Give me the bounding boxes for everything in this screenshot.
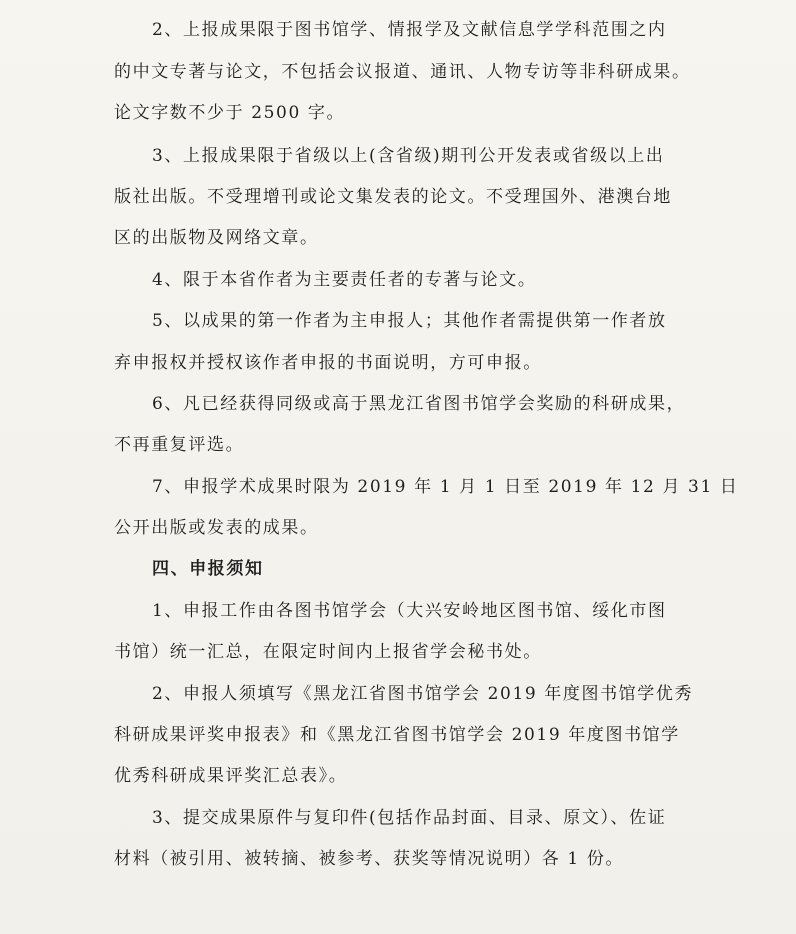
text-line: 3、提交成果原件与复印件(包括作品封面、目录、原文）、佐证	[152, 808, 667, 828]
section-heading: 四、申报须知	[152, 559, 264, 579]
text-line: 5、以成果的第一作者为主申报人；其他作者需提供第一作者放	[152, 311, 667, 331]
text-line: 7、申报学术成果时限为 2019 年 1 月 1 日至 2019 年 12 月 31 日	[152, 477, 739, 497]
text-line: 2、申报人须填写《黑龙江省图书馆学会 2019 年度图书馆学优秀	[152, 684, 694, 704]
text-line: 1、申报工作由各图书馆学会（大兴安岭地区图书馆、绥化市图	[152, 601, 667, 621]
text-line: 弃申报权并授权该作者申报的书面说明，方可申报。	[114, 353, 542, 373]
text-line: 不再重复评选。	[114, 435, 245, 455]
text-line: 优秀科研成果评奖汇总表》。	[114, 766, 348, 786]
text-line: 4、限于本省作者为主要责任者的专著与论文。	[152, 270, 537, 290]
text-line: 公开出版或发表的成果。	[114, 518, 319, 538]
text-line: 区的出版物及网络文章。	[114, 228, 319, 248]
text-line: 的中文专著与论文，不包括会议报道、通讯、人物专访等非科研成果。	[114, 62, 691, 82]
text-line: 书馆）统一汇总，在限定时间内上报省学会秘书处。	[114, 642, 542, 662]
text-line: 3、上报成果限于省级以上(含省级)期刊公开发表或省级以上出	[152, 146, 665, 166]
text-line: 论文字数不少于 2500 字。	[114, 103, 346, 123]
text-line: 科研成果评奖申报表》和《黑龙江省图书馆学会 2019 年度图书馆学	[114, 725, 680, 745]
text-line: 2、上报成果限于图书馆学、情报学及文献信息学学科范围之内	[152, 20, 667, 40]
text-line: 6、凡已经获得同级或高于黑龙江省图书馆学会奖励的科研成果，	[152, 394, 686, 414]
text-line: 材料（被引用、被转摘、被参考、获奖等情况说明）各 1 份。	[114, 849, 625, 869]
text-line: 版社出版。不受理增刊或论文集发表的论文。不受理国外、港澳台地	[114, 187, 672, 207]
